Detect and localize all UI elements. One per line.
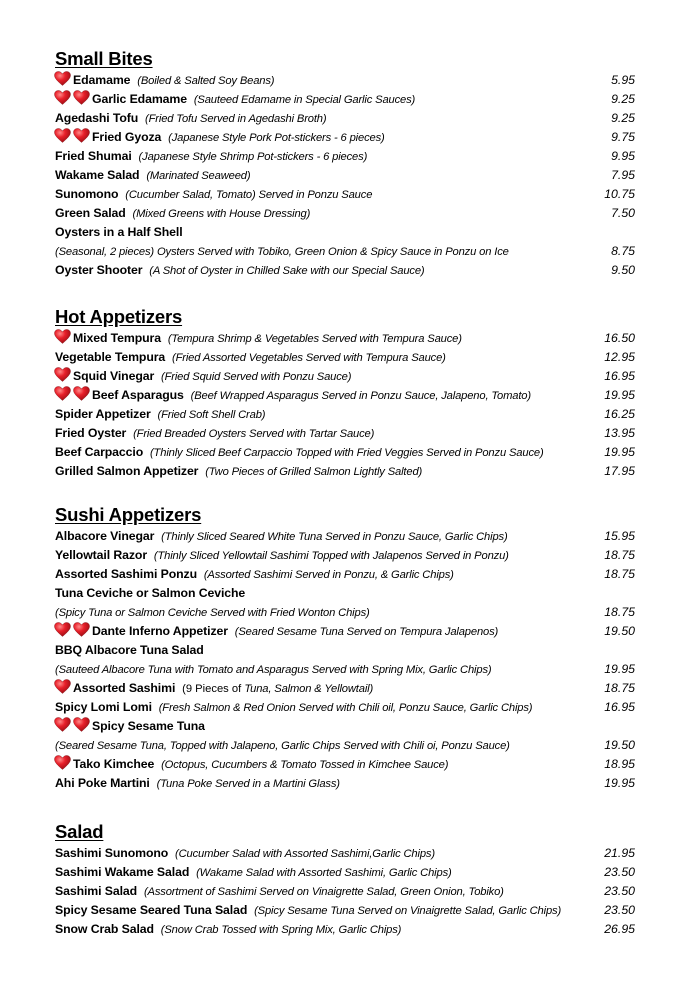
menu-item — [55, 166, 635, 185]
menu-item — [55, 844, 635, 863]
item-name: Spicy Sesame Tuna — [92, 719, 205, 733]
item-price: 23.50 — [604, 884, 635, 898]
menu-item — [55, 679, 635, 698]
item-price: 7.50 — [611, 206, 635, 220]
item-name: Vegetable Tempura — [55, 350, 166, 364]
item-name: Mixed Tempura — [73, 331, 161, 345]
hearts-rating — [54, 128, 92, 149]
item-name: Sashimi Sunomono — [55, 846, 169, 860]
item-price: 10.75 — [604, 187, 635, 201]
item-description: (Spicy Tuna or Salmon Ceviche Served with Fried Wonton Chips) — [55, 607, 370, 619]
item-name: Sunomono — [55, 187, 119, 201]
heart-icon — [73, 90, 90, 105]
menu-item — [55, 774, 635, 793]
item-description: (Tuna Poke Served in a Martini Glass) — [156, 778, 340, 790]
item-description: (Tempura Shrimp & Vegetables Served with Tempura Sauce) — [167, 333, 462, 345]
item-price: 19.95 — [604, 388, 635, 402]
item-description: (Assorted Sashimi Served in Ponzu, & Garlic Chips) — [203, 569, 454, 581]
item-name: Spicy Lomi Lomi — [55, 700, 152, 714]
heart-icon — [73, 622, 90, 637]
item-price: 5.95 — [611, 73, 635, 87]
item-name: Assorted Sashimi Ponzu — [55, 567, 197, 581]
section-title: Hot Appetizers — [55, 306, 183, 327]
item-price: 19.50 — [604, 624, 635, 638]
menu-section — [55, 820, 635, 939]
menu-section — [55, 305, 635, 481]
item-name: BBQ Albacore Tuna Salad — [55, 643, 204, 657]
item-price: 23.50 — [604, 865, 635, 879]
item-description: (Snow Crab Tossed with Spring Mix, Garlic Chips) — [160, 924, 402, 936]
item-name: Assorted Sashimi — [73, 681, 176, 695]
hearts-rating — [54, 622, 92, 643]
menu-item — [55, 641, 635, 660]
item-price: 16.95 — [604, 369, 635, 383]
heart-icon — [73, 717, 90, 732]
item-name: Tako Kimchee — [73, 757, 155, 771]
item-price: 19.95 — [604, 662, 635, 676]
item-name: Snow Crab Salad — [55, 922, 154, 936]
item-name: Ahi Poke Martini — [55, 776, 150, 790]
item-price: 15.95 — [604, 529, 635, 543]
menu-item — [55, 329, 635, 348]
item-description: (Spicy Sesame Tuna Served on Vinaigrette Salad, Garlic Chips) — [254, 905, 562, 917]
item-description: (Fried Soft Shell Crab) — [157, 409, 266, 421]
item-price: 18.95 — [604, 757, 635, 771]
heart-icon — [54, 755, 71, 770]
item-description: (Thinly Sliced Beef Carpaccio Topped with Fried Veggies Served in Ponzu Sauce) — [149, 447, 544, 459]
item-name: Fried Gyoza — [92, 130, 162, 144]
item-description: (Japanese Style Shrimp Pot-stickers - 6 pieces) — [138, 151, 368, 163]
heart-icon — [54, 71, 71, 86]
item-price: 9.95 — [611, 149, 635, 163]
item-description: (Boiled & Salted Soy Beans) — [137, 75, 275, 87]
item-description: (Fresh Salmon & Red Onion Served with Chili oil, Ponzu Sauce, Garlic Chips) — [158, 702, 533, 714]
item-price: 9.25 — [611, 111, 635, 125]
menu-item — [55, 424, 635, 443]
heart-icon — [73, 386, 90, 401]
item-description: (Wakame Salad with Assorted Sashimi, Garlic Chips) — [196, 867, 452, 879]
item-description: (Thinly Sliced Yellowtail Sashimi Topped with Jalapenos Served in Ponzu) — [153, 550, 509, 562]
item-price: 21.95 — [604, 846, 635, 860]
menu-item — [55, 386, 635, 405]
menu-item — [55, 348, 635, 367]
menu-item — [55, 462, 635, 481]
menu-item — [55, 128, 635, 147]
item-price: 19.95 — [604, 776, 635, 790]
heart-icon — [54, 717, 71, 732]
item-price: 23.50 — [604, 903, 635, 917]
item-name: Wakame Salad — [55, 168, 140, 182]
item-name: Sashimi Wakame Salad — [55, 865, 190, 879]
item-price: 19.50 — [604, 738, 635, 752]
item-description: (Cucumber Salad with Assorted Sashimi,Garlic Chips) — [175, 848, 435, 860]
item-description: (Thinly Sliced Seared White Tuna Served in Ponzu Sauce, Garlic Chips) — [161, 531, 508, 543]
menu-item — [55, 755, 635, 774]
hearts-rating — [54, 329, 73, 350]
menu-item — [55, 443, 635, 462]
item-price: 18.75 — [604, 681, 635, 695]
item-name: Fried Oyster — [55, 426, 127, 440]
item-description: (Fried Squid Served with Ponzu Sauce) — [161, 371, 352, 383]
item-description: (Assortment of Sashimi Served on Vinaigrette Salad, Green Onion, Tobiko) — [143, 886, 504, 898]
menu-item — [55, 242, 635, 261]
item-description: (Octopus, Cucumbers & Tomato Tossed in Kimchee Sauce) — [161, 759, 449, 771]
menu-item — [55, 660, 635, 679]
heart-icon — [54, 679, 71, 694]
item-description: (Sauteed Edamame in Special Garlic Sauces) — [193, 94, 416, 106]
item-price: 8.75 — [611, 244, 635, 258]
item-description: Tuna, Salmon & Yellowtail) — [244, 683, 374, 695]
menu-item — [55, 527, 635, 546]
menu-section — [55, 47, 635, 280]
heart-icon — [54, 128, 71, 143]
menu-item — [55, 90, 635, 109]
item-price: 16.25 — [604, 407, 635, 421]
heart-icon — [73, 128, 90, 143]
item-name: Oysters in a Half Shell — [55, 225, 183, 239]
menu-item — [55, 147, 635, 166]
item-name: Squid Vinegar — [73, 369, 155, 383]
item-description-plain: (9 Pieces of — [182, 683, 245, 695]
item-name: Spider Appetizer — [55, 407, 151, 421]
hearts-rating — [54, 755, 73, 776]
menu-item — [55, 603, 635, 622]
item-name: Sashimi Salad — [55, 884, 138, 898]
item-description: (A Shot of Oyster in Chilled Sake with our Special Sauce) — [149, 265, 425, 277]
item-price: 18.75 — [604, 548, 635, 562]
item-name: Garlic Edamame — [92, 92, 187, 106]
item-name: Agedashi Tofu — [55, 111, 139, 125]
heart-icon — [54, 622, 71, 637]
heart-icon — [54, 367, 71, 382]
menu-item — [55, 882, 635, 901]
menu-item — [55, 863, 635, 882]
item-description: (Marinated Seaweed) — [146, 170, 251, 182]
menu-item — [55, 185, 635, 204]
menu-item — [55, 584, 635, 603]
item-price: 9.75 — [611, 130, 635, 144]
heart-icon — [54, 329, 71, 344]
section-title: Sushi Appetizers — [55, 504, 202, 525]
item-name: Spicy Sesame Seared Tuna Salad — [55, 903, 248, 917]
item-price: 9.25 — [611, 92, 635, 106]
item-price: 7.95 — [611, 168, 635, 182]
item-name: Beef Asparagus — [92, 388, 184, 402]
item-name: Edamame — [73, 73, 131, 87]
hearts-rating — [54, 71, 73, 92]
menu-item — [55, 717, 635, 736]
hearts-rating — [54, 679, 73, 700]
menu-item — [55, 405, 635, 424]
item-name: Green Salad — [55, 206, 126, 220]
item-price: 9.50 — [611, 263, 635, 277]
item-name: Yellowtail Razor — [55, 548, 148, 562]
hearts-rating — [54, 367, 73, 388]
item-name: Oyster Shooter — [55, 263, 143, 277]
item-description: (Mixed Greens with House Dressing) — [132, 208, 311, 220]
item-description: (Seared Sesame Tuna Served on Tempura Jalapenos) — [234, 626, 499, 638]
item-description: (Cucumber Salad, Tomato) Served in Ponzu Sauce — [125, 189, 373, 201]
menu-item — [55, 261, 635, 280]
item-price: 16.50 — [604, 331, 635, 345]
heart-icon — [54, 386, 71, 401]
item-name: Tuna Ceviche or Salmon Ceviche — [55, 586, 246, 600]
section-title: Small Bites — [55, 48, 153, 69]
menu-item — [55, 901, 635, 920]
item-description: (Fried Assorted Vegetables Served with Tempura Sauce) — [172, 352, 446, 364]
item-description: (Seared Sesame Tuna, Topped with Jalapeno, Garlic Chips Served with Chili oi, Ponzu Sauce) — [55, 740, 510, 752]
item-name: Fried Shumai — [55, 149, 132, 163]
menu-section — [55, 503, 635, 793]
menu-item — [55, 698, 635, 717]
item-price: 12.95 — [604, 350, 635, 364]
menu-item — [55, 109, 635, 128]
hearts-rating — [54, 90, 92, 111]
heart-icon — [54, 90, 71, 105]
menu-item — [55, 546, 635, 565]
item-description: (Fried Tofu Served in Agedashi Broth) — [145, 113, 327, 125]
hearts-rating — [54, 386, 92, 407]
item-description: (Japanese Style Pork Pot-stickers - 6 pieces) — [168, 132, 385, 144]
item-price: 16.95 — [604, 700, 635, 714]
item-price: 13.95 — [604, 426, 635, 440]
item-price: 18.75 — [604, 567, 635, 581]
menu-item — [55, 204, 635, 223]
item-price: 19.95 — [604, 445, 635, 459]
hearts-rating — [54, 717, 92, 738]
item-price: 26.95 — [604, 922, 635, 936]
item-name: Albacore Vinegar — [55, 529, 155, 543]
item-name: Dante Inferno Appetizer — [92, 624, 228, 638]
menu-item — [55, 622, 635, 641]
menu-item — [55, 736, 635, 755]
section-title: Salad — [55, 821, 104, 842]
item-description: (Beef Wrapped Asparagus Served in Ponzu Sauce, Jalapeno, Tomato) — [190, 390, 531, 402]
item-name: Beef Carpaccio — [55, 445, 144, 459]
menu-item — [55, 223, 635, 242]
item-price: 17.95 — [604, 464, 635, 478]
item-description: (Fried Breaded Oysters Served with Tartar Sauce) — [133, 428, 375, 440]
menu-item — [55, 367, 635, 386]
item-description: (Two Pieces of Grilled Salmon Lightly Salted) — [205, 466, 423, 478]
item-name: Grilled Salmon Appetizer — [55, 464, 199, 478]
menu-item — [55, 565, 635, 584]
menu-item — [55, 71, 635, 90]
item-price: 18.75 — [604, 605, 635, 619]
item-description: (Seasonal, 2 pieces) Oysters Served with Tobiko, Green Onion & Spicy Sauce in Ponzu on Ice — [55, 246, 509, 258]
menu-item — [55, 920, 635, 939]
item-description: (Sauteed Albacore Tuna with Tomato and Asparagus Served with Spring Mix, Garlic Chips) — [55, 664, 492, 676]
